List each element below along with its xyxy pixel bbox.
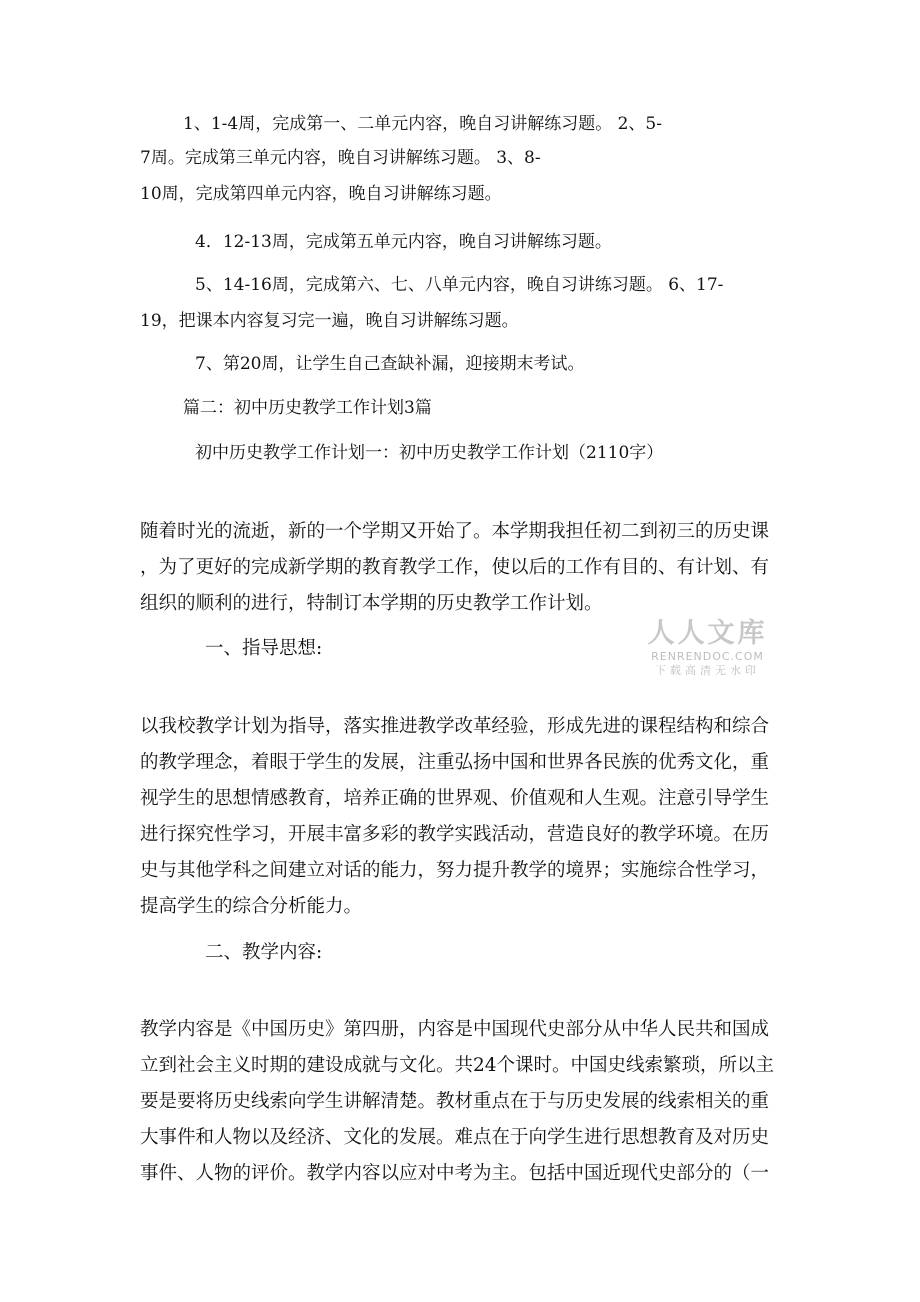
watermark-tagline: 下载高清无水印 [655,664,760,677]
guiding-line-6: 提高学生的综合分析能力。 [140,896,363,917]
schedule-line-6: 19，把课本内容复习完一遍，晚自习讲解练习题。 [140,311,519,331]
guiding-line-4: 进行探究性学习，开展丰富多彩的教学实践活动，营造良好的教学环境。在历 [140,824,770,845]
section-heading: 篇二：初中历史教学工作计划3篇 [183,398,432,418]
watermark-domain: RENRENDOC.COM [651,650,764,663]
watermark [640,618,775,678]
schedule-line-2: 7周。完成第三单元内容，晚自习讲解练习题。 3、8- [140,148,541,168]
section-subheading: 初中历史教学工作计划一：初中历史教学工作计划（2110字） [195,443,664,463]
content-line-3: 要是要将历史线索向学生讲解清楚。教材重点在于与历史发展的线索相关的重 [140,1091,770,1112]
schedule-line-5: 5、14-16周，完成第六、七、八单元内容，晚自习讲练习题。 6、17- [195,275,724,295]
content-line-1: 教学内容是《中国历史》第四册，内容是中国现代史部分从中华人民共和国成 [140,1019,770,1040]
schedule-line-4: 4．12-13周，完成第五单元内容，晚自习讲解练习题。 [195,232,612,252]
watermark-title: 人人文库 [647,618,768,649]
schedule-line-3: 10周，完成第四单元内容，晚自习讲解练习题。 [140,184,502,204]
content-line-5: 事件、人物的评价。教学内容以应对中考为主。包括中国近现代史部分的（一 [140,1163,770,1184]
guiding-line-3: 视学生的思想情感教育，培养正确的世界观、价值观和人生观。注意引导学生 [140,788,770,809]
guiding-line-5: 史与其他学科之间建立对话的能力，努力提升教学的境界；实施综合性学习， [140,860,770,881]
content-line-4: 大事件和人物以及经济、文化的发展。难点在于向学生进行思想教育及对历史 [140,1127,770,1148]
intro-line-2: ，为了更好的完成新学期的教育教学工作，使以后的工作有目的、有计划、有 [140,557,770,578]
guiding-heading: 一、指导思想: [205,638,323,659]
guiding-line-2: 的教学理念，着眼于学生的发展，注重弘扬中国和世界各民族的优秀文化，重 [140,752,770,773]
intro-line-1: 随着时光的流逝，新的一个学期又开始了。本学期我担任初二到初三的历史课 [140,521,770,542]
schedule-line-7: 7、第20周，让学生自己查缺补漏，迎接期末考试。 [195,354,585,374]
content-heading: 二、教学内容: [205,942,323,963]
guiding-line-1: 以我校教学计划为指导，落实推进教学改革经验，形成先进的课程结构和综合 [140,716,770,737]
intro-line-3: 组织的顺利的进行，特制订本学期的历史教学工作计划。 [140,593,603,614]
content-line-2: 立到社会主义时期的建设成就与文化。共24个课时。中国史线索繁琐，所以主 [140,1055,775,1076]
schedule-line-1: 1、1-4周，完成第一、二单元内容，晚自习讲解练习题。 2、5- [183,114,662,134]
